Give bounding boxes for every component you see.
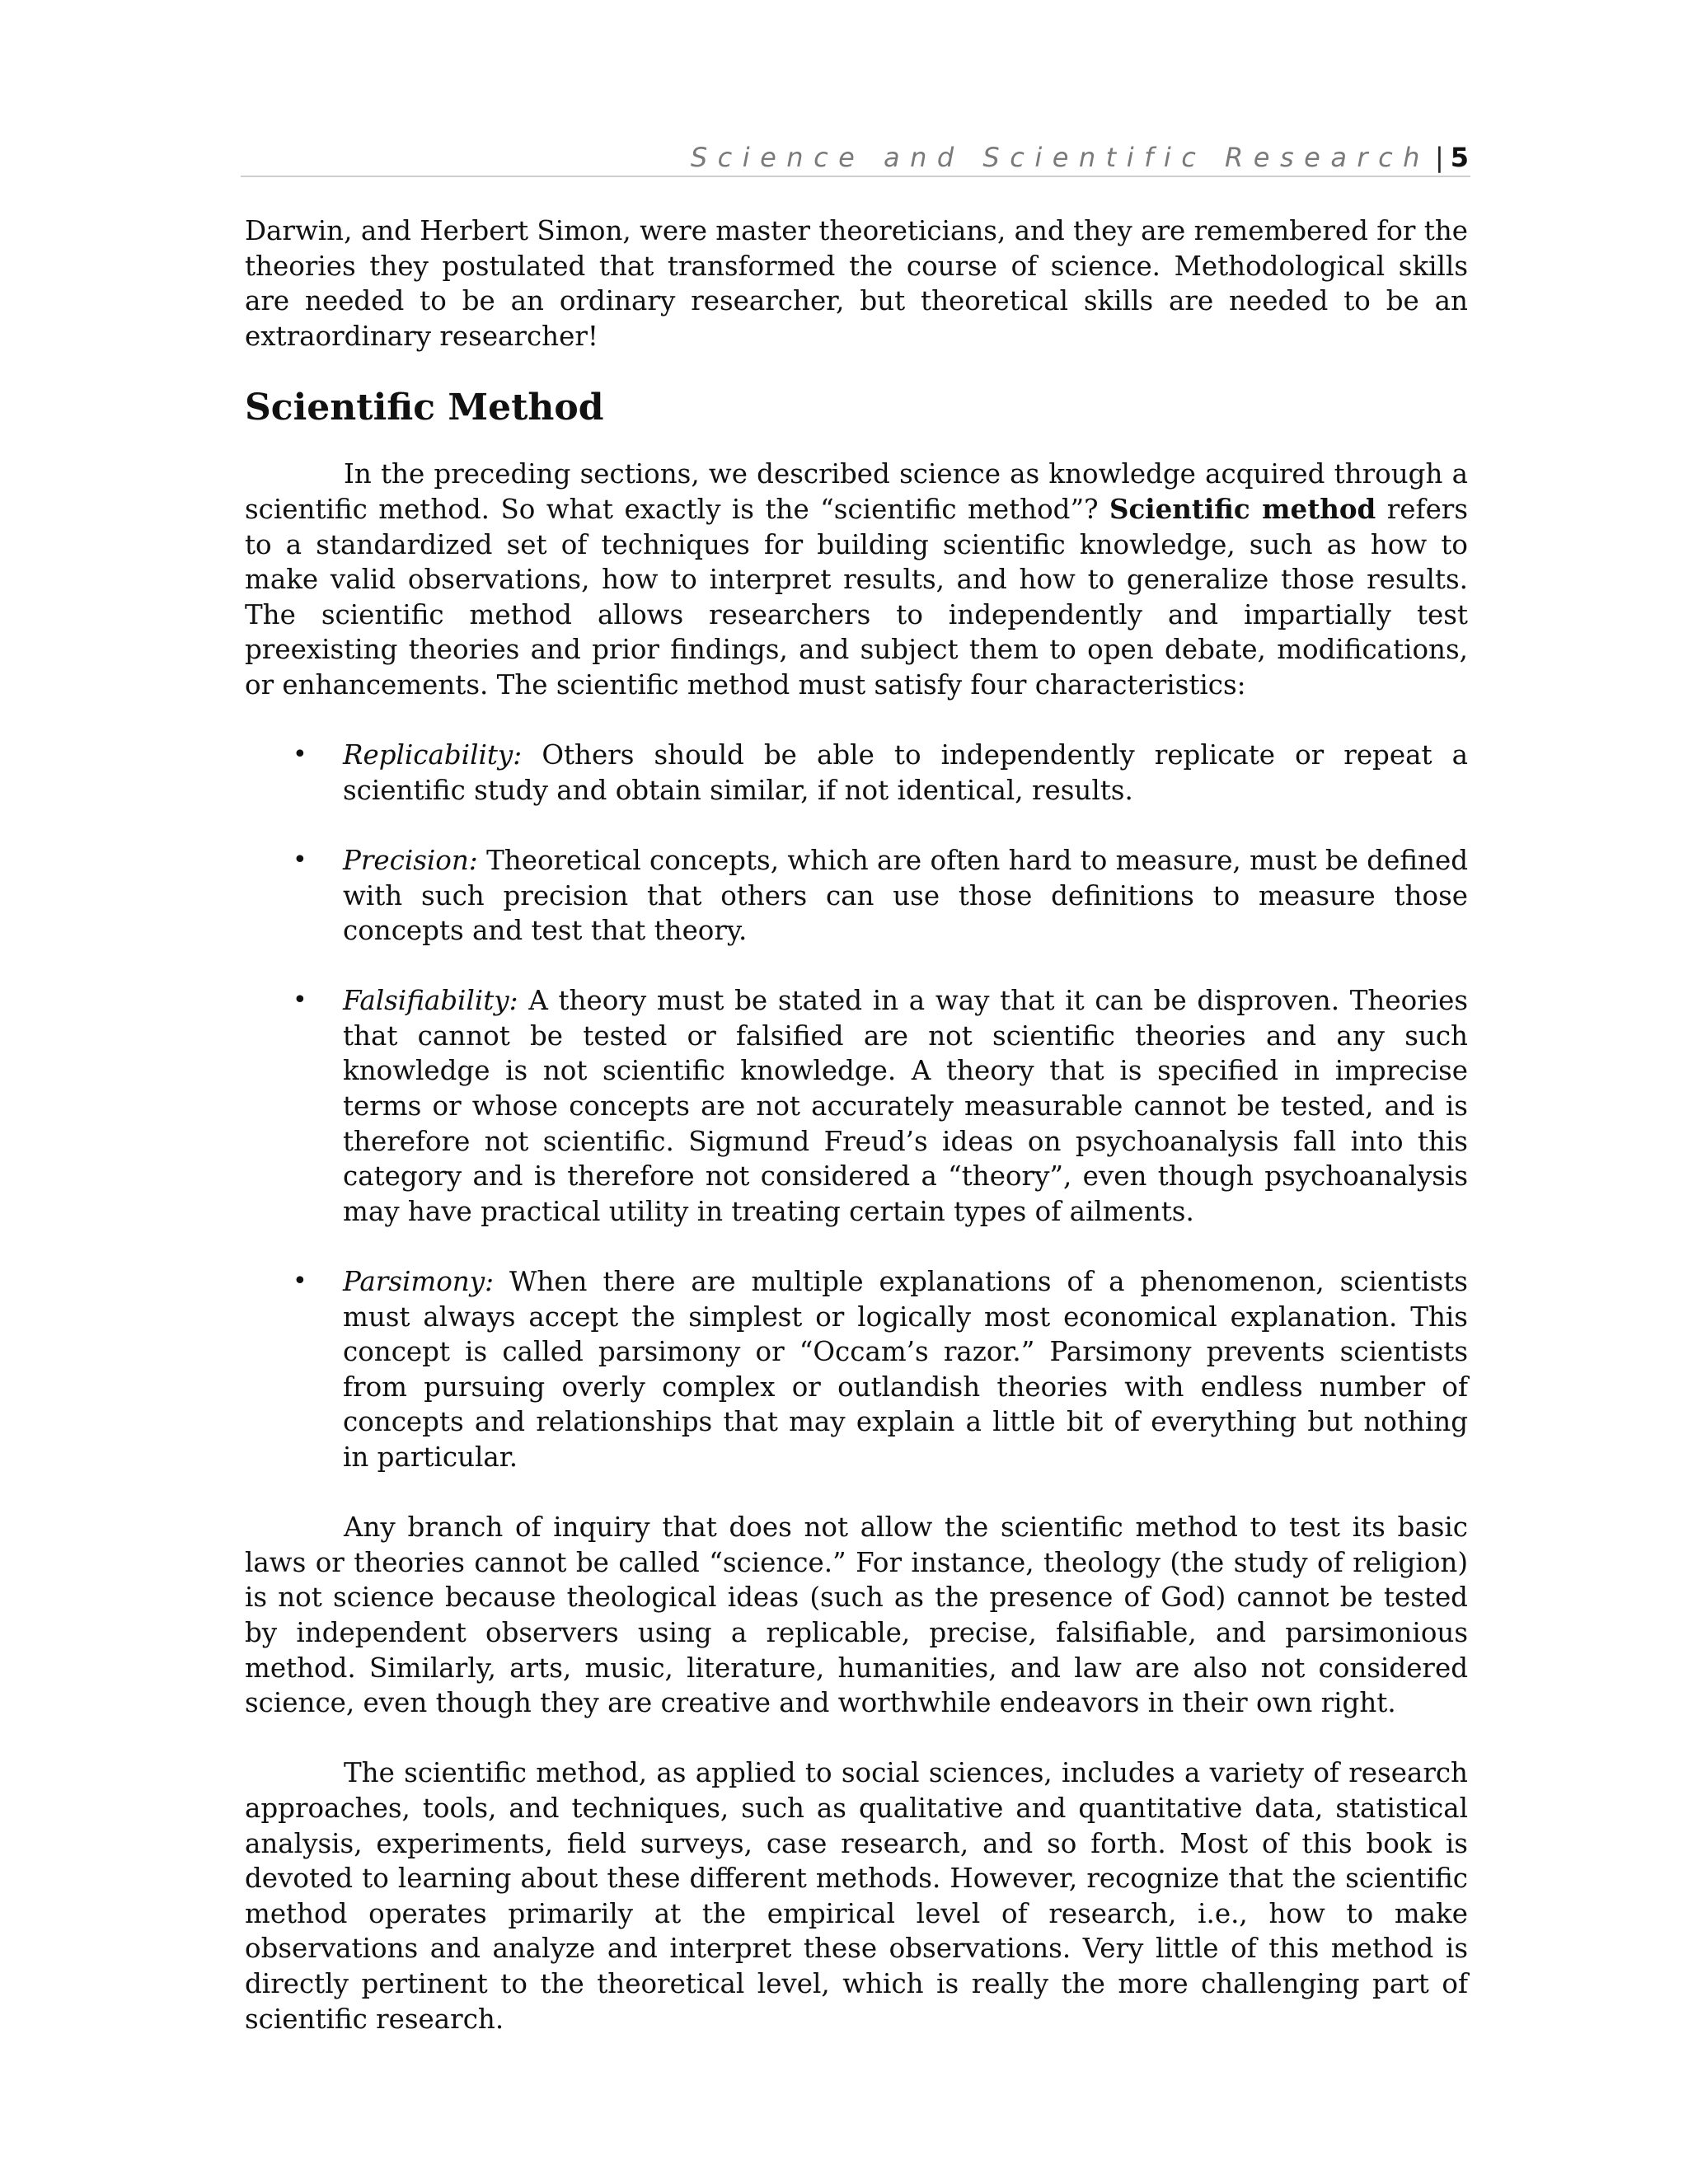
method-paragraph	[245, 457, 1468, 702]
characteristic-text: A theory must be stated in a way that it can be disproven. Theories that cannot be tested or falsified are not scientific theories and any such knowledge is not scientific knowledge. A theory that is specified in imprecise terms or whose concepts are not accurately measurable cannot be tested, and is therefore not scientific. Sigmund Freud’s ideas on psychoanalysis fall into this category and is therefore not considered a “theory”, even though psychoanalysis may have practical utility in treating certain types of ailments.	[343, 985, 1468, 1227]
bullet-icon: •	[293, 740, 307, 770]
method-text-after: refers to a standardized set of techniques for building scientific knowledge, such as how to make valid observations, how to interpret results, and how to generalize those results. The scientific method allows researchers to independently and impartially test preexisting theories and prior findings, and subject them to open debate, modifications, or enhancements. The scientific method must satisfy four characteristics:	[245, 493, 1469, 701]
page-number: 5	[1450, 142, 1469, 173]
list-item	[245, 983, 1468, 1229]
characteristic-term: Replicability:	[343, 739, 523, 771]
header-separator: |	[1434, 142, 1444, 173]
science-paragraph: Any branch of inquiry that does not allow the scientific method to test its basic laws or theories cannot be called “science.” For instance, theology (the study of religion) is not science because theological ideas (such as the presence of God) cannot be tested by independent observers using a replicable, precise, falsifiable, and parsimonious method. Similarly, arts, music, literature, humanities, and law are also not considered science, even though they are creative and worthwhile endeavors in their own right.	[245, 1511, 1468, 1719]
social-paragraph: The scientific method, as applied to social sciences, includes a variety of research approaches, tools, and techniques, such as qualitative and quantitative data, statistical analysis, experiments, field surveys, case research, and so forth. Most of this book is devoted to learning about these different methods. However, recognize that the scientific method operates primarily at the empirical level of research, i.e., how to make observations and analyze and interpret these observations. Very little of this method is directly pertinent to the theoretical level, which is really the more challenging part of scientific research.	[245, 1757, 1468, 2035]
bullet-icon: •	[293, 845, 307, 874]
list-item	[245, 1264, 1468, 1475]
spacer	[245, 949, 1468, 984]
characteristic-term: Parsimony:	[343, 1266, 495, 1298]
bullet-icon: •	[293, 986, 307, 1015]
list-item	[245, 843, 1468, 949]
characteristic-term: Falsifiability:	[343, 985, 518, 1017]
spacer	[245, 1475, 1468, 1511]
characteristic-term: Precision:	[343, 844, 478, 876]
running-header	[241, 138, 1469, 176]
bullet-icon: •	[293, 1267, 307, 1296]
method-term: Scientific method	[1109, 492, 1376, 525]
list-item	[245, 738, 1468, 808]
spacer	[245, 808, 1468, 843]
characteristics-list	[245, 738, 1468, 1474]
spacer	[245, 1229, 1468, 1264]
spacer	[245, 703, 1468, 738]
characteristic-text: Others should be able to independently replicate or repeat a scientific study and obtain similar, if not identical, results.	[343, 739, 1468, 806]
page-body	[245, 213, 1468, 2036]
spacer	[245, 354, 1468, 383]
spacer	[245, 433, 1468, 457]
running-title: Science and Scientific Research	[690, 142, 1430, 173]
section-heading: Scientific Method	[245, 387, 604, 429]
intro-paragraph: Darwin, and Herbert Simon, were master theoreticians, and they are remembered for the theories they postulated that transformed the course of science. Methodological skills are needed to be an ordinary researcher, but theoretical skills are needed to be an extraordinary researcher!	[245, 215, 1468, 352]
spacer	[245, 1721, 1468, 1756]
characteristic-text: When there are multiple explanations of a phenomenon, scientists must always accept the simplest or logically most economical explanation. This concept is called parsimony or “Occam’s razor.” Parsimony prevents scientists from pursuing overly complex or outlandish theories with endless number of concepts and relationships that may explain a little bit of everything but nothing in particular.	[343, 1266, 1468, 1473]
method-text-before: In the preceding sections, we described science as knowledge acquired through a scientific method. So what exactly is the “scientific method”?	[245, 458, 1468, 525]
characteristic-text: Theoretical concepts, which are often hard to measure, must be defined with such precision that others can use those definitions to measure those concepts and test that theory.	[343, 844, 1468, 947]
header-rule	[241, 176, 1470, 177]
